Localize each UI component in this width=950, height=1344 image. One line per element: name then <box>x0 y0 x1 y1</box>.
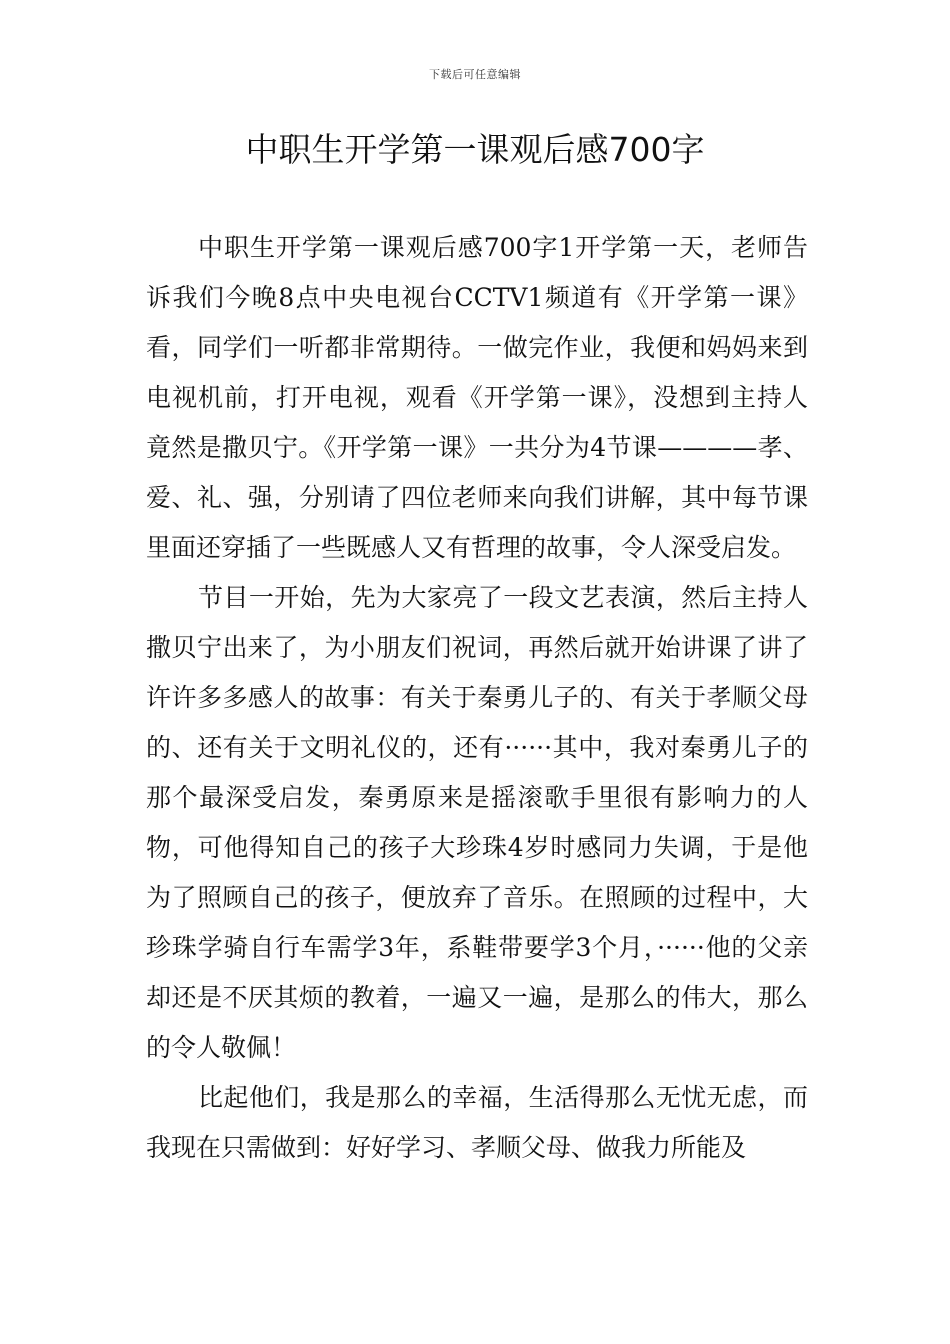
body-paragraph: 节目一开始，先为大家亮了一段文艺表演，然后主持人撒贝宁出来了，为小朋友们祝词，再然后就开始讲课了讲了许许多多感人的故事：有关于秦勇儿子的、有关于孝顺父母的、还有关于文明礼仪的，还有······其中，我对秦勇儿子的那个最深受启发，秦勇原来是摇滚歌手里很有影响力的人物，可他得知自己的孩子大珍珠4岁时感同力失调，于是他为了照顾自己的孩子，便放弃了音乐。在照顾的过程中，大珍珠学骑自行车需学3年，系鞋带要学3个月，······他的父亲却还是不厌其烦的教着，一遍又一遍，是那么的伟大，那么的令人敬佩！ <box>146 583 808 1062</box>
header-note: 下载后可任意编辑 <box>429 68 521 81</box>
document-body <box>146 223 808 1173</box>
body-paragraph: 比起他们，我是那么的幸福，生活得那么无忧无虑，而我现在只需做到：好好学习、孝顺父母、做我力所能及 <box>146 1083 808 1162</box>
body-paragraph: 中职生开学第一课观后感700字1开学第一天，老师告诉我们今晚8点中央电视台CCTV1频道有《开学第一课》看，同学们一听都非常期待。一做完作业，我便和妈妈来到电视机前，打开电视，观看《开学第一课》，没想到主持人竟然是撒贝宁。《开学第一课》一共分为4节课————孝、爱、礼、强，分别请了四位老师来向我们讲解，其中每节课里面还穿插了一些既感人又有哲理的故事，令人深受启发。 <box>146 233 808 562</box>
document-title: 中职生开学第一课观后感700字 <box>245 130 705 169</box>
